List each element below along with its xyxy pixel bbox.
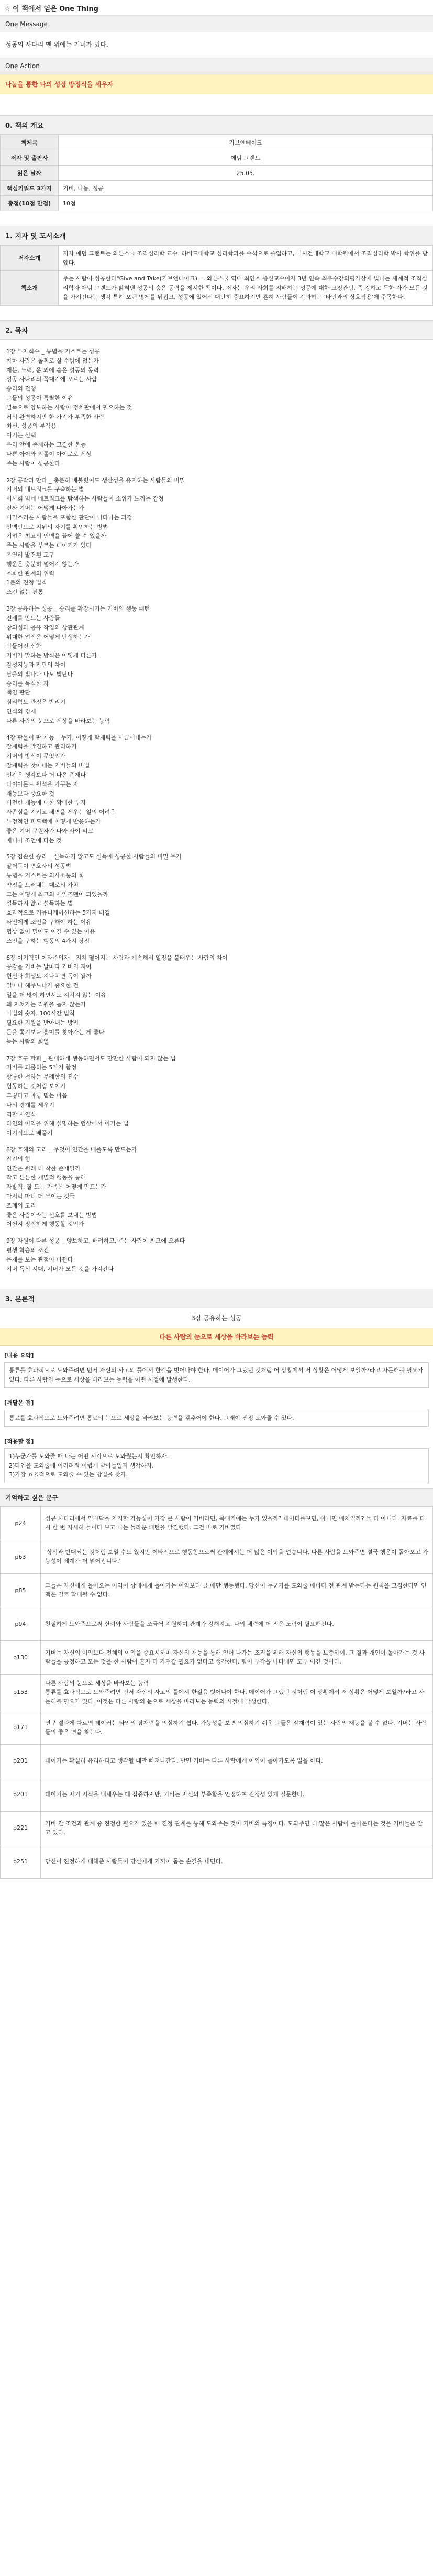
toc-item: 왜 지쳐가는 직원을 돕지 않는가 [6,1001,86,1008]
quote-row [1,1506,433,1540]
one-action-header: One Action [0,58,433,74]
overview-row [1,181,433,196]
quote-text: 연구 결과에 따르면 테이커는 타인의 잠재력을 의심하기 쉽다. 가능성을 보면 의심하기 쉬운 그들은 잠재력이 있는 사람의 재능을 볼 수 없다. 기버는 사람들의 좋은 면을 찾는다. [41,1711,433,1744]
quote-text: 당신이 진정하게 대해준 사람들이 당신에게 기꺼이 돕는 손길을 내민다. [41,1845,433,1878]
quote-row [1,1607,433,1640]
toc-item: 필요한 지원을 받아내는 방법 [6,1019,79,1027]
toc-item: 약점을 드러내는 대로의 가치 [6,881,79,888]
quote-text: 성공 사다리에서 밑바닥을 차지할 가능성이 가장 큰 사람이 기버라면, 꼭대기에는 누가 있을까? 데이터를보면, 아니면 매처일까? 둘 다 아니다. 자료를 다시 한 번 자세히 들어다 보고 나는 놀라운 패턴을 발견했다. 그건 바로 기버였다. [41,1506,433,1540]
toc-chapter [6,953,427,1047]
toc-item: 나쁜 아이와 외톨이 아이로로 세상 [6,450,92,458]
apply-text: 1)누군가를 도와줄 때 나는 어떤 시각으로 도와줬는지 확인하자. 2)타인을 도와줄때 이러려줘 어렵게 받아들일지 생각하자. 3)가장 효율적으로 도와줄 수 있는 방법을 찾자. [4,1448,429,1483]
toc-item: 잠재력을 찾아내는 기버들의 비법 [6,762,90,769]
toc-chapter-title: 6장 이기적인 이타주의자 _ 지쳐 떨어지는 사람과 계속해서 열정을 불태우는 사람의 차이 [6,954,228,961]
quote-text: 기버 간 조건과 관계 중 진정한 필요가 있을 때 진정 관계를 통해 도와주는 것이 기버의 특징이다. 도와주면 더 많은 사람이 돌아온다는 것을 기버들은 알고 있다. [41,1811,433,1845]
overview-row [1,196,433,211]
toc-item: 마지막 마디 더 모이는 것들 [6,1193,75,1200]
chapter-subtitle: 다른 사람의 눈으로 세상을 바라보는 능력 [0,1328,433,1346]
author-key: 저자소개 [1,246,59,271]
apply-label: [적용할 점] [4,1438,34,1445]
one-action-text: 나눔을 통한 나의 성장 방정식을 세우자 [0,74,433,94]
quote-page: p94 [1,1607,41,1640]
chapter-title: 3장 공유하는 성공 [0,1308,433,1328]
overview-row [1,166,433,181]
summary-block [0,1346,433,1394]
toc-title: 2. 목차 [0,320,433,340]
quote-row [1,1711,433,1744]
toc-item: 승리의 전쟁 [6,385,36,393]
toc-item: 이사회 벽네 네트워크를 탐색하는 사람들이 소위가 느끼는 감정 [6,495,164,503]
overview-value: 기버, 나눔, 성공 [59,181,433,196]
toc-item: 인간은 생각보다 더 나은 존재다 [6,771,86,778]
toc-item: 기버의 방식이 무엇인가 [6,753,66,760]
toc-item: 타인에게 조언을 구해야 하는 이유 [6,919,92,926]
overview-key: 저자 및 출판사 [1,150,59,166]
overview-key: 핵심키워드 3가지 [1,181,59,196]
quote-text: 테이커는 자기 지식을 내세우는 데 집중하지만, 기버는 자신의 부족함을 인정하여 진정성 있게 질문한다. [41,1778,433,1811]
toc-item: 전례를 만드는 사람들 [6,614,60,622]
toc-item: 역할 재인식 [6,1111,36,1118]
toc-item: 마법의 숫자, 100시간 법칙 [6,1010,75,1017]
toc-chapter [6,476,427,597]
quote-page: p24 [1,1506,41,1540]
toc-item: 다른 사람의 눈으로 세상을 바라보는 능력 [6,717,110,724]
toc-item: 조건 없는 진통 [6,589,43,596]
toc-item: 기버가 말하는 방식은 어떻게 다른가 [6,652,97,659]
overview-value: 10점 [59,196,433,211]
toc-chapter [6,1054,427,1138]
quote-row [1,1778,433,1811]
toc-item: 1분의 진정 법칙 [6,579,47,586]
toc-chapter-title: 7장 호구 탈피 _ 관대하게 행동하면서도 만만한 사람이 되지 않는 법 [6,1055,176,1062]
toc-item: 그렇다고 마냥 믿는 마음 [6,1092,68,1099]
toc-item: 이기적으로 배풀기 [6,1129,53,1137]
toc-item: 소화한 관계의 위력 [6,570,55,577]
toc [0,340,433,1289]
toc-item: 좋은 기버 구원자가 나와 사이 비교 [6,827,94,834]
toc-item: 이기는 선택 [6,432,36,439]
toc-item: 남을의 빛나다 나도 빛난다 [6,670,73,678]
quote-page: p63 [1,1540,41,1573]
toc-item: 우리 안에 존재하는 고결한 본능 [6,441,86,449]
intro-row [1,271,433,306]
book-key: 책소개 [1,271,59,306]
quote-text: 친절하게 도와줌으로써 신뢰와 사람들을 조금씩 지원하며 관계가 강해지고, 나의 체력에 더 적은 노력이 필요해진다. [41,1607,433,1640]
toc-item: 우연히 발견된 도구 [6,551,55,559]
overview-row [1,135,433,150]
toc-item: 주는 사람을 부르는 테이커가 있다 [6,542,92,549]
toc-item: 공감을 기버는 날마다 기버의 지이 [6,963,92,971]
overview-value: 25.05. [59,166,433,181]
toc-chapter [6,852,427,945]
toc-item: 다이아몬드 원석을 가꾸는 자 [6,780,79,788]
toc-chapter-title: 2장 공작과 만다 _ 충분히 배불렀어도 생산성을 유지하는 사람들의 비밀 [6,476,185,484]
book-value: 주는 사람이 성공한다"Give and Take(기브앤테이크)」. 와튼스쿨 역대 최연소 종신교수이자 3년 연속 최우수강의평가상에 빛나는 세계적 조직심리학자 애덤 그랜트가 밝혀낸 성공의 숨은 동력을 제시한 책이다. 저자는 우리 사회를 지배하는 성공에 대한 고정관념, 즉 강하고 독한 자가 모든 것을 가져간다는 생각 특히 오랜 명제를 뒤집고, 성공에 있어서 대단히 중요하지만 흔히 사람들이 간과하는 '타인과의 상호작용'에 주목한다. [59,271,433,306]
quote-text: 기버는 자신의 이익보다 전체의 이익을 중요시하며 자신의 재능을 통해 얻어 나가는 조직을 위해 자신의 행동을 보충하여, 그 결과 개인이 돌아가는 것 사람들을 공정하고 모든 것을 한 사람이 혼자 다 가져갈 필요가 없다고 생각한다. 팀이 두각을 나타내면 모두 이긴 것이다. [41,1640,433,1674]
overview-value: 기브앤테이크 [59,135,433,150]
quote-row [1,1640,433,1674]
toc-item: 재능보다 중요한 것 [6,790,55,797]
toc-item: 별똑으로 양보하는 사람이 정치판에서 필요하는 것 [6,404,132,411]
toc-item: 상냥한 척하는 무례함의 진수 [6,1073,79,1081]
quote-page: p201 [1,1778,41,1811]
toc-item: 행운은 충분히 넓어지 않는가 [6,560,79,568]
toc-item: 조례의 고리 [6,1202,36,1209]
toc-item: 효과적으로 커뮤니케이션하는 5가지 비결 [6,909,110,917]
insight-block [0,1393,433,1431]
quote-row [1,1573,433,1607]
toc-item: 기버 독식 시대, 기버가 모든 것을 가져간다 [6,1265,114,1273]
toc-item: 만들어진 신화 [6,643,42,650]
insight-text: 통료를 효과적으로 도와주려면 통료의 눈으로 세상을 바라보는 능력을 갖추어야 한다. 그래야 진정 도와줄 수 있다. [4,1410,429,1427]
quote-text: '상식과 반대되는 것처럼 보일 수도 있지만 이타적으로 행동함으로써 관계에서는 더 많은 이익을 얻습니다. 다른 사람을 도와주면 결국 행운이 돌아오고 가능성이 세계가 더 넓어집니다.' [41,1540,433,1573]
toc-item: 협동하는 것처럼 보이기 [6,1083,66,1090]
toc-chapter-title: 8장 호혜의 고리 _ 무엇이 인간을 배풀도록 만드는가 [6,1146,137,1153]
quotes-table [0,1506,433,1879]
toc-chapter [6,1145,427,1229]
toc-chapter-title: 5장 겸손한 승리 _ 설득하기 않고도 설득에 성공한 사람들의 비밀 무기 [6,853,182,861]
toc-item: 통념을 거스르는 의사소통의 힘 [6,872,84,879]
toc-item: 타인의 이익을 위해 설명하는 협상에서 이기는 법 [6,1120,129,1127]
quote-page: p201 [1,1744,41,1778]
toc-item: 감성지능과 판단의 차이 [6,661,66,668]
toc-item: 승리를 독식한 자 [6,680,49,687]
toc-item: 그는 어떻게 최고의 세일즈맨이 되었을까 [6,890,108,898]
quote-row [1,1674,433,1711]
toc-item: 설득하지 않고 설득하는 법 [6,900,73,907]
quote-row [1,1845,433,1878]
toc-item: 기버의 네트워크를 구축하는 법 [6,486,84,493]
toc-item: 자발적, 잘 도는 가족은 어떻게 만드는가 [6,1183,106,1191]
toc-item: 성공 사다리의 꼭대기에 오르는 사람 [6,376,97,383]
overview-key: 책제목 [1,135,59,150]
toc-item: 헌신과 희생도 지나치면 독이 될까 [6,973,92,980]
author-value: 저자 애덤 그랜트는 와튼스쿨 조직심리학 교수. 하버드대학교 심리학과를 수석으로 졸업하고, 미시건대학교 대학원에서 조직심리학 박사 학위를 받았다. [59,246,433,271]
overview-key: 총점(10점 만점) [1,196,59,211]
overview-row [1,150,433,166]
quote-text: 테이커는 확실히 유리하다고 생각될 때만 빠져나간다. 반면 기버는 다른 사람에게 이익이 돌아가도록 일을 한다. [41,1744,433,1778]
quote-page: p171 [1,1711,41,1744]
toc-item: 인식의 경제 [6,708,36,715]
toc-item: 주는 사람이 성공한다 [6,460,60,467]
toc-item: 그들의 성공이 특별한 이유 [6,395,73,402]
toc-item: 기버를 괴롭히는 5가지 함정 [6,1064,77,1071]
intro-title: 1. 지자 및 도서소개 [0,226,433,245]
apply-block [0,1432,433,1488]
toc-item: 잠재력을 발견하고 관리하기 [6,743,77,751]
quote-row [1,1744,433,1778]
overview-value: 애덤 그랜트 [59,150,433,166]
quote-page: p251 [1,1845,41,1878]
intro-table [0,245,433,306]
toc-item: 책임 판단 [6,689,31,697]
quotes-title: 기억하고 싶은 문구 [0,1488,433,1506]
toc-item: 비밀스러운 사람들을 포함한 판단이 나타나는 과정 [6,514,132,521]
summary-label: [내용 요약] [4,1352,34,1359]
toc-item: 부정적인 피드백에 어떻게 반응하는가 [6,818,101,825]
toc-item: 작고 튼튼한 개별적 행동을 통해 [6,1174,86,1181]
main-title: 3. 본론적 [0,1289,433,1308]
page-title: ☆ 이 책에서 얻은 One Thing [0,0,433,16]
toc-item: 좋은 사람이라는 신호를 보내는 방법 [6,1211,97,1219]
one-message-text: 성공의 사다리 맨 위에는 기버가 있다. [5,41,108,48]
toc-item: 진짜 기버는 어떻게 나아가는가 [6,504,84,512]
overview-key: 읽은 날짜 [1,166,59,181]
toc-item: 재분, 노력, 운 외에 숨은 성공의 동력 [6,366,99,374]
toc-chapter-title: 3장 공유하는 성공 _ 승리를 확장시키는 기버의 행동 패턴 [6,605,150,613]
quote-page: p85 [1,1573,41,1607]
intro-row [1,246,433,271]
toc-item: 어쩐지 정직하게 행동할 것인가 [6,1221,84,1228]
toc-item: 잡킨의 힘 [6,1155,31,1162]
toc-chapter-title: 9장 자원이 다른 성공 _ 양보하고, 배려하고, 주는 사람이 최고에 오른다 [6,1237,185,1245]
quote-row [1,1540,433,1573]
toc-item: 돕는 사람의 희열 [6,1038,49,1045]
toc-item: 거의 완벽하지만 한 가지가 부족한 사람 [6,413,105,420]
toc-chapter [6,604,427,726]
toc-chapter-title: 1장 투자회수 _ 통념을 거스르는 성공 [6,347,100,355]
toc-item: 최선, 성공의 부작용 [6,422,57,430]
quote-text: 다른 사람의 눈으로 세상을 바라보는 능력 통류를 효과적으로 도와주려면 먼저 자신의 사고의 틀에서 한걸음 벗어나야 한다. 메이어가 그랬던 것처럼 어 상황에서 저 상황은 어떻게 보일까?라고 자문해볼 필요가 있다. 이것은 다른 사람의 눈으로 세상을 바라보는 능력의 시절에 발생한다. [41,1674,433,1711]
toc-item: 자존심을 지키고 체면을 세우는 일의 어려움 [6,809,116,816]
toc-chapter-title: 4장 판물이 판 재능 _ 누가, 어떻게 탐재력을 이끌어내는가 [6,734,152,741]
toc-item: 창의성과 공유 작업의 상관관계 [6,624,84,631]
toc-item: 일을 더 많이 하면서도 지치지 않는 이유 [6,991,106,998]
toc-item: 돈을 쫓기보다 흥미를 찾아가는 게 좋다 [6,1029,105,1036]
toc-chapter [6,1236,427,1274]
one-message-header: One Message [0,16,433,32]
quote-page: p153 [1,1674,41,1711]
toc-item: 문제를 보는 관점이 바뀐다 [6,1256,73,1263]
toc-chapter [6,347,427,469]
quote-page: p130 [1,1640,41,1674]
insight-label: [깨달은 점] [4,1399,34,1407]
toc-item: 비전한 재능에 대한 확대한 투자 [6,799,86,807]
quote-page: p221 [1,1811,41,1845]
summary-text: 통류를 효과적으로 도와주려면 먼저 자신의 사고의 틀에서 한걸음 벗어나야 한다. 메이어가 그랬던 것처럼 어 상황에서 저 상황은 어떻게 보일까?라고 자문해볼 필요가 있다. 다른 사람의 눈으로 세상을 바라보는 능력을 어떤 시절에 발생한다. [4,1362,429,1388]
toc-item: 조언을 구하는 행동의 4가지 장점 [6,937,90,944]
toc-item: 착한 사람은 꼴찌로 살 수밖에 없는가 [6,357,99,364]
overview-title: 0. 책의 개요 [0,115,433,135]
quote-row [1,1811,433,1845]
toc-item: 협상 없이 밀어도 이길 수 있는 이유 [6,928,95,935]
toc-item: 인맥만으로 지위의 자기를 확인하는 방법 [6,523,108,530]
toc-item: 나의 경계를 세우기 [6,1101,55,1108]
toc-item: 평생 학습의 조건 [6,1247,49,1254]
toc-item: 인간은 원래 더 착한 존재일까 [6,1165,81,1172]
overview-table [0,135,433,211]
toc-item: 위대한 업적은 어떻게 탄생하는가 [6,633,90,640]
toc-item: 기업은 최고의 인맥을 끌어 쓸 수 있을까 [6,532,106,540]
toc-item: 매니아 조언에 다는 것 [6,836,62,844]
toc-item: 말더듬이 변호사의 성공법 [6,863,71,870]
toc-item: 얼마나 헤주느냐가 중요한 건 [6,982,79,989]
toc-chapter [6,733,427,845]
quote-text: 그들은 자신에게 돌아오는 이익이 상대에게 돌아가는 이익보다 클 때만 행동했다. 당신이 누군가를 도와줄 때마다 전 관계 받는다는 원칙을 고집한다면 인맥은 결코 확대될 수 없다. [41,1573,433,1607]
toc-item: 심리학도 관점은 반리기 [6,699,66,706]
